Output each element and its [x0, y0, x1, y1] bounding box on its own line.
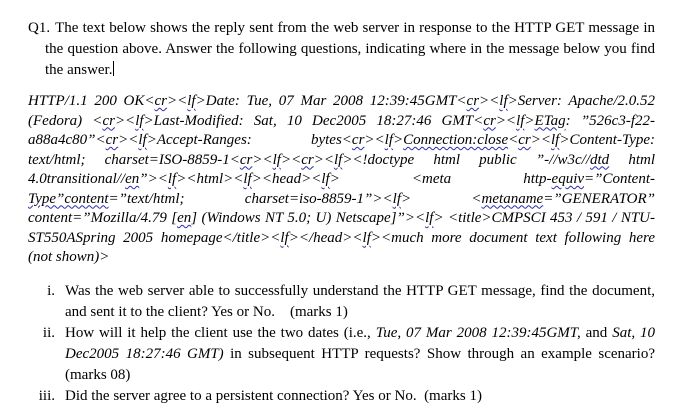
text-segment: HTTP/1.1 200 OK< — [28, 93, 155, 109]
text-segment: > <title>CMPSCI 453 / 591 / NTU-ST550ASpring 2005 homepage</title>< — [28, 210, 655, 246]
spellcheck-flagged-text: cr — [239, 151, 253, 168]
text-segment: =”text/html; charset=iso-8859-1”>< — [108, 190, 393, 207]
text-segment: > — [524, 112, 535, 129]
text-segment: >< — [495, 112, 517, 129]
text-segment: > <meta http- — [329, 171, 552, 187]
spellcheck-flagged-text: cr — [483, 112, 496, 129]
spellcheck-flagged-text: cr — [466, 93, 480, 109]
spellcheck-flagged-text: cr — [105, 132, 119, 148]
spellcheck-flagged-text: lf — [392, 190, 401, 207]
spellcheck-flagged-text: lf — [516, 112, 525, 129]
spellcheck-flagged-text: cr — [301, 151, 314, 168]
spellcheck-flagged-text: cr — [351, 132, 365, 148]
spellcheck-flagged-text: cr — [154, 93, 168, 109]
text-segment: >Date: Tue, 07 Mar 2008 12:39:45GMT< — [195, 93, 467, 109]
sub-question-ii[interactable] — [28, 323, 655, 386]
text-cursor — [113, 61, 114, 76]
spellcheck-flagged-text: lf — [425, 210, 434, 226]
spellcheck-flagged-text: en — [125, 171, 140, 187]
spellcheck-flagged-text: lf — [187, 93, 196, 109]
text-segment: Tue, 07 Mar 2008 12:39:45GMT, — [375, 324, 581, 341]
question-intro-text: The text below shows the reply sent from the web server in response to the HTTP GET message in the question above. Answer the following questions, indicating where in the message below you find the answer. — [45, 20, 655, 78]
text-segment: >< — [280, 151, 302, 168]
sub-question-ii-text — [65, 323, 655, 386]
text-segment: >Accept-Ranges: bytes< — [146, 132, 352, 148]
text-segment: ><much more document text following here (not shown)> — [28, 229, 655, 265]
spellcheck-flagged-text: lf — [135, 112, 144, 129]
spellcheck-flagged-text: lf — [321, 171, 330, 187]
text-segment: >< — [118, 132, 139, 148]
spellcheck-flagged-text: lf — [333, 151, 343, 168]
spellcheck-flagged-text: metaname — [481, 190, 544, 207]
spellcheck-flagged-text: Connection:close — [403, 132, 509, 148]
sub-question-iii[interactable] — [28, 386, 655, 407]
text-segment: Did the server agree to a persistent connection? Yes or No. (marks 1) — [65, 387, 482, 404]
text-segment: Sat, 10 Dec2005 18:27:46 GMT) — [65, 324, 655, 362]
text-segment: >Content-Type: text/html; charset=ISO-8859-1< — [28, 132, 655, 168]
text-segment: >< — [252, 151, 273, 168]
spellcheck-flagged-text: lf — [272, 151, 281, 168]
text-segment: >< — [167, 93, 188, 109]
text-segment: >< — [114, 112, 136, 129]
text-segment: How will it help the client use the two dates (i.e., — [65, 324, 376, 341]
text-segment: > — [393, 132, 404, 148]
spellcheck-flagged-text: Type”content — [28, 190, 109, 207]
spellcheck-flagged-text: cr — [102, 112, 115, 129]
text-segment: and — [580, 324, 613, 341]
spellcheck-flagged-text: lf — [167, 171, 177, 187]
spellcheck-flagged-text: lf — [384, 132, 394, 148]
text-segment: =”GENERATOR” content=”Mozilla/4.79 [ — [28, 190, 656, 226]
spellcheck-flagged-text: dtd — [590, 151, 610, 168]
text-segment: : ”526c3-f22-a88a4c80”< — [28, 112, 655, 148]
sub-question-i[interactable] — [28, 281, 655, 323]
spellcheck-flagged-text: ETag — [534, 112, 566, 129]
spellcheck-flagged-text: lf — [243, 171, 252, 187]
text-segment: < — [508, 132, 519, 148]
text-segment: ></head>< — [288, 229, 363, 246]
text-segment: >< — [479, 93, 500, 109]
text-segment: Was the web server able to successfully understand the HTTP GET message, find the document, and sent it to the client? Yes or No. (marks 1) — [65, 282, 655, 320]
spellcheck-flagged-text: en — [177, 210, 192, 226]
text-segment: ”>< — [139, 171, 168, 187]
spellcheck-flagged-text: lf — [280, 229, 289, 246]
spellcheck-flagged-text: cr — [518, 132, 531, 148]
sub-question-iii-numeral: iii. — [38, 387, 55, 404]
spellcheck-flagged-text: lf — [138, 132, 147, 148]
question-number: Q1. — [28, 20, 51, 36]
text-segment: =”Content- — [584, 171, 655, 187]
question-intro-paragraph[interactable] — [28, 18, 655, 81]
text-segment: ] (Windows NT 5.0; U) Netscape]”>< — [191, 210, 426, 226]
spellcheck-flagged-text: lf — [499, 93, 508, 109]
text-segment: >< — [313, 151, 334, 168]
text-segment: ><head>< — [251, 171, 322, 187]
text-segment: >Server: Apache/2.0.52 (Fedora) < — [28, 93, 656, 129]
text-segment: html 4.0transitional// — [28, 151, 656, 187]
text-segment: >< — [364, 132, 385, 148]
sub-question-list — [28, 281, 655, 407]
text-segment: ><html>< — [176, 171, 244, 187]
text-segment: in subsequent HTTP requests? Show through an example scenario? (marks 08) — [65, 345, 655, 383]
text-segment: >< — [530, 132, 551, 148]
spellcheck-flagged-text: lf — [551, 132, 560, 148]
sub-question-iii-text — [65, 386, 655, 407]
text-segment: >Last-Modified: Sat, 10 Dec2005 18:27:46 GMT< — [143, 112, 484, 129]
sub-question-ii-numeral: ii. — [42, 324, 55, 341]
spellcheck-flagged-text: lf — [362, 229, 371, 246]
text-segment: ><!doctype html public ”-//w3c// — [342, 151, 591, 168]
sub-question-i-text — [65, 281, 655, 323]
sub-question-i-numeral: i. — [47, 282, 55, 299]
spellcheck-flagged-text: equiv — [551, 171, 585, 187]
http-response-message[interactable] — [28, 92, 655, 268]
text-segment: > < — [401, 190, 482, 207]
